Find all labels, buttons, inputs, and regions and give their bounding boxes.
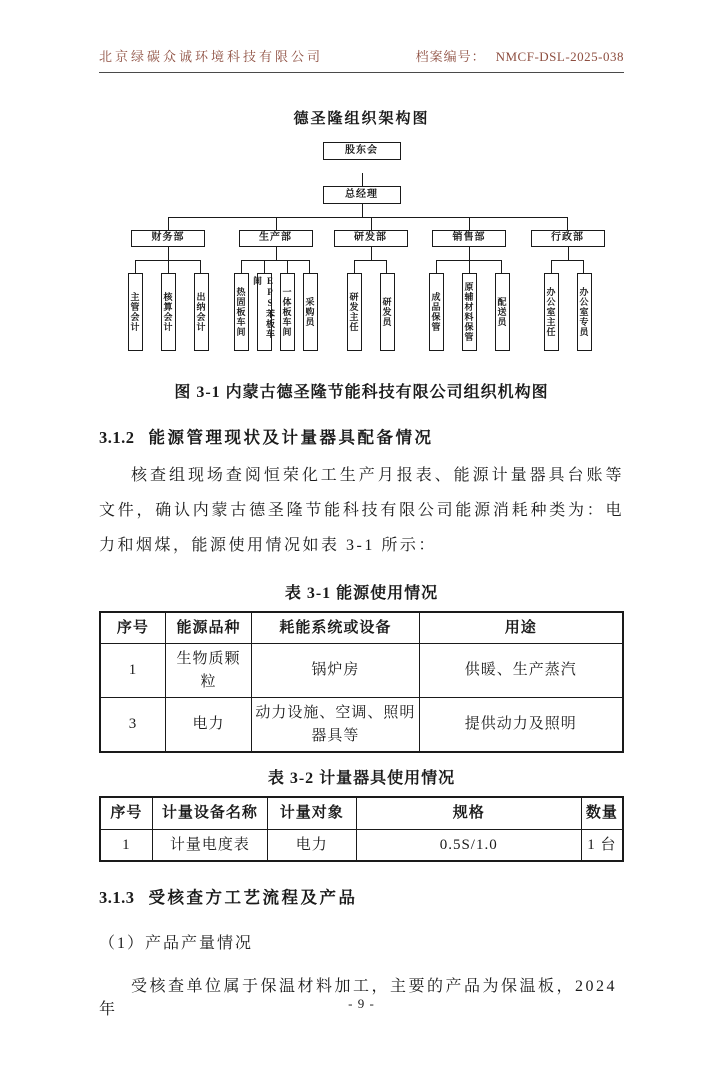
body-paragraph: 受核查单位属于保温材料加工，主要的产品为保温板，2024 年	[99, 978, 618, 1019]
org-leaf-item	[371, 260, 404, 351]
company-name: 北京绿碳众诚环境科技有限公司	[99, 49, 324, 64]
section-number: 3.1.3	[99, 888, 135, 908]
org-leaf: 研发主任	[347, 273, 362, 351]
org-branch-finance	[113, 217, 224, 351]
table-3-1	[99, 611, 624, 754]
org-node-dept: 销售部	[432, 230, 506, 247]
column-header: 规格	[356, 797, 581, 829]
org-leaf: 出纳会计	[194, 273, 209, 351]
org-node-dept: 行政部	[531, 230, 605, 247]
table-3-2	[99, 796, 624, 862]
org-node-dept: 财务部	[131, 230, 205, 247]
org-branch-admin	[525, 217, 611, 351]
org-leaf: 成品保管	[429, 273, 444, 351]
org-leaf: 核算会计	[161, 273, 176, 351]
org-leaf-item	[185, 260, 218, 351]
column-header: 计量对象	[267, 797, 356, 829]
table-row	[100, 644, 623, 698]
org-chart	[99, 142, 624, 351]
org-leaf-item	[253, 260, 276, 351]
org-node-general-manager: 总经理	[323, 186, 401, 204]
org-leaf: 办公室专员	[577, 273, 592, 351]
section-title: 能源管理现状及计量器具配备情况	[148, 428, 434, 447]
table-header-row	[100, 797, 623, 829]
archive-label: 档案编号：	[415, 49, 486, 64]
table-cell: 计量电度表	[152, 829, 267, 861]
org-leaf: 办公室主任	[544, 273, 559, 351]
org-leaf: 原辅材料保管	[462, 273, 477, 351]
org-leaf: 采购员	[303, 273, 318, 351]
table-cell: 供暖、生产蒸汽	[419, 644, 623, 698]
org-leaf: 配送员	[495, 273, 510, 351]
org-leaf: 主管会计	[128, 273, 143, 351]
column-header: 序号	[100, 612, 165, 644]
column-header: 用途	[419, 612, 623, 644]
org-leaf-item	[535, 260, 568, 351]
section-title: 受核查方工艺流程及产品	[148, 888, 358, 908]
section-heading-313	[99, 884, 624, 908]
column-header: 计量设备名称	[152, 797, 267, 829]
org-branch-production	[224, 217, 328, 351]
sub-heading: （1）产品产量情况	[99, 935, 254, 953]
body-paragraph: 核查组现场查阅恒荣化工生产月报表、能源计量器具台账等文件，确认内蒙古德圣隆节能科技有限公司能源消耗种类为：电力和烟煤，能源使用情况如表 3-1 所示：	[99, 467, 624, 555]
org-leaf-item	[119, 260, 152, 351]
org-leaf-item	[486, 260, 519, 351]
org-leaf-item	[420, 260, 453, 351]
table-header-row	[100, 612, 623, 644]
org-leaf: 一体板车间	[280, 273, 295, 351]
column-header: 耗能系统或设备	[252, 612, 419, 644]
column-header: 序号	[100, 797, 152, 829]
table-cell: 0.5S/1.0	[356, 829, 581, 861]
archive-number	[416, 46, 624, 65]
table-cell: 1 台	[581, 829, 623, 861]
table-cell: 提供动力及照明	[419, 698, 623, 753]
org-leaf-item	[152, 260, 185, 351]
column-header: 能源品种	[165, 612, 251, 644]
column-header: 数量	[581, 797, 623, 829]
section-number: 3.1.2	[99, 428, 135, 447]
table-3-2-title: 表 3-2 计量器具使用情况	[267, 770, 456, 788]
page-header	[99, 46, 624, 73]
org-leaf-item	[299, 260, 322, 351]
org-node-dept: 研发部	[334, 230, 408, 247]
table-cell: 动力设施、空调、照明器具等	[252, 698, 419, 753]
page-number: - 9 -	[348, 996, 375, 1011]
table-3-1-title: 表 3-1 能源使用情况	[284, 584, 439, 602]
org-leaf-item	[568, 260, 601, 351]
org-leaf: EPS苯板车间	[257, 273, 272, 351]
org-leaf-item	[453, 260, 486, 351]
table-cell: 生物质颗粒	[165, 644, 251, 698]
org-node-dept: 生产部	[239, 230, 313, 247]
table-row	[100, 829, 623, 861]
org-chart-title: 德圣隆组织架构图	[293, 111, 430, 127]
table-cell: 3	[100, 698, 165, 753]
table-cell: 1	[100, 829, 152, 861]
org-leaf-item	[276, 260, 299, 351]
org-leaf-item	[230, 260, 253, 351]
org-branch-manager	[105, 173, 619, 351]
table-cell: 电力	[267, 829, 356, 861]
table-row	[100, 698, 623, 753]
org-branch-sales	[414, 217, 525, 351]
org-node-shareholders: 股东会	[323, 142, 401, 160]
org-leaf: 热固板车间	[234, 273, 249, 351]
table-cell: 锅炉房	[252, 644, 419, 698]
archive-value: NMCF-DSL-2025-038	[495, 49, 624, 64]
figure-caption: 图 3-1 内蒙古德圣隆节能科技有限公司组织机构图	[174, 384, 549, 401]
org-leaf-item	[338, 260, 371, 351]
table-cell: 电力	[165, 698, 251, 753]
section-heading-312	[99, 424, 624, 448]
org-branch-root	[97, 142, 627, 351]
document-page	[0, 46, 723, 1019]
org-branch-rnd	[328, 217, 414, 351]
org-leaf: 研发员	[380, 273, 395, 351]
table-cell: 1	[100, 644, 165, 698]
